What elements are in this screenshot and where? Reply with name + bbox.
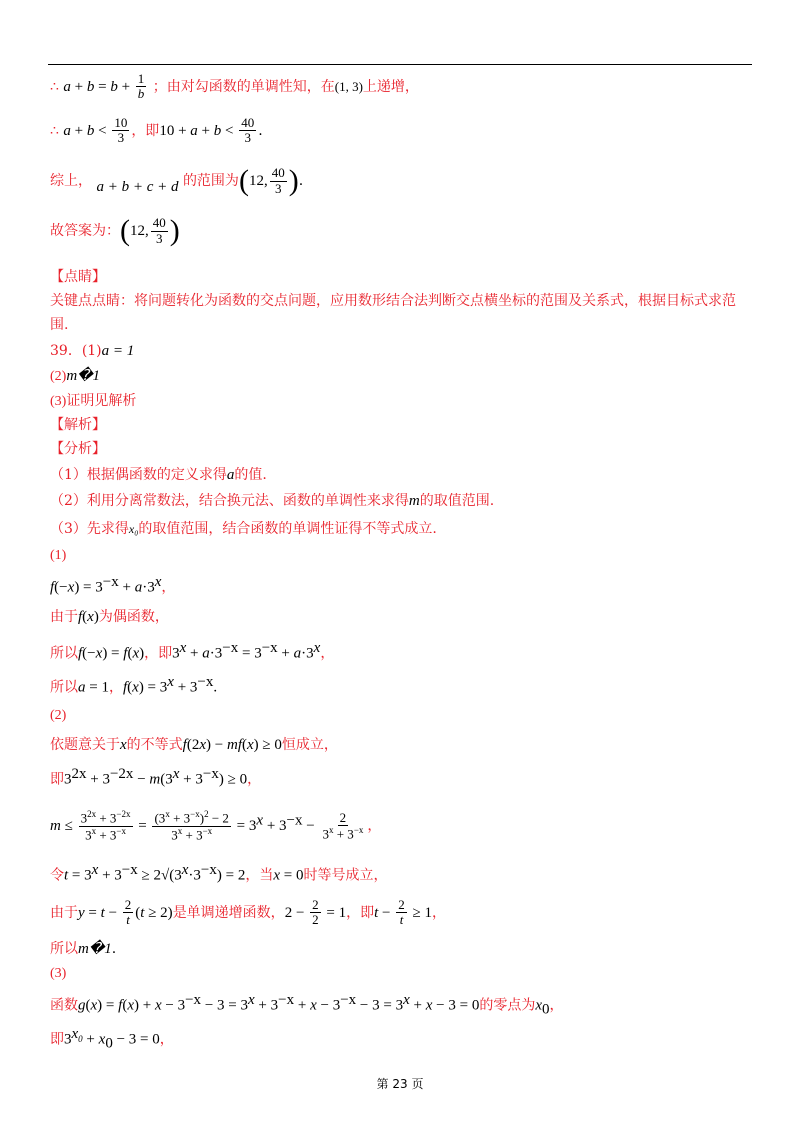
line-text: 为偶函数， xyxy=(98,609,169,625)
variable: m xyxy=(408,493,420,509)
line-text: ，即 xyxy=(346,904,375,921)
variable: x₀ xyxy=(128,522,139,536)
text-line: 综上， a + b + c + d 的范围为(12, $\frac{40}{3}$ ). xyxy=(50,164,304,197)
line-text: 即 xyxy=(50,771,64,788)
text-line: ∴ a + b = b + $\frac{1}{b}$ ；由对勾函数的单调性知，在(1, 3)上递增， xyxy=(50,71,419,102)
line-text: （2）利用分离常数法，结合换元法、函数的单调性来求得 xyxy=(50,493,409,509)
text-line: 故答案为：(12, $\frac{40}{3}$ ) xyxy=(50,214,180,247)
line-text: . xyxy=(298,173,304,189)
heading-fenxi: 【分析】 xyxy=(50,441,106,457)
line-text: 是单调递增函数， xyxy=(172,904,285,921)
line-text: 由于 xyxy=(50,904,78,921)
math-line: 所以a = 1，$f(x) = 3^x + 3^{-x}$. xyxy=(50,674,218,696)
math-line: 所以f(−x) = f(x)，即$3^x + a\cdot 3^{-x} = 3^{-x} + a\cdot 3^x$， xyxy=(50,640,335,662)
expression: m�1 xyxy=(66,368,101,384)
line-text: 所以 xyxy=(50,645,78,662)
line-text: . xyxy=(258,122,263,139)
top-rule xyxy=(48,64,752,65)
line-text: 故答案为： xyxy=(50,223,120,239)
fraction: $\frac{2}{2}$ xyxy=(312,897,319,928)
line-text: （3）先求得 xyxy=(50,521,129,537)
line-text: 的取值范围. xyxy=(419,493,495,509)
math-line: 即$3^{2x} + 3^{-2x} - m(3^x + 3^{-x}) \ge 0$， xyxy=(50,766,262,788)
line-text: 上递增， xyxy=(362,78,419,95)
line-text: . xyxy=(111,941,117,957)
line-text: ， xyxy=(108,679,123,696)
fraction: $\frac{1}{b}$ xyxy=(137,71,145,102)
fraction: $\frac{10}{3}$ xyxy=(114,115,128,146)
math-line: 依题意关于x的不等式f(2x) − mf(x) ≥ 0恒成立， xyxy=(50,737,338,753)
fraction: $\frac{3^{2x} + 3^{-2x}}{3^x + 3^{-x}}$ xyxy=(80,809,131,842)
analysis-line xyxy=(50,518,437,538)
line-text: 恒成立， xyxy=(281,737,338,753)
answer-line xyxy=(50,340,134,360)
line-text: 的范围为 xyxy=(182,173,239,189)
text-line: ∴ a + b < $\frac{10}{3}$ ，即10 + a + b < $\frac{40}{3}$ . xyxy=(50,115,263,146)
interval: (1, 3) xyxy=(334,78,363,94)
part-label: (2) xyxy=(50,369,67,384)
heading-jiexi: 【解析】 xyxy=(50,417,106,433)
page-number: 第 23 页 xyxy=(376,1077,424,1091)
line-text: 所以 xyxy=(50,679,78,696)
expression: a = 1 xyxy=(101,343,135,359)
fraction: $\frac{2}{t}$ xyxy=(398,897,405,928)
part-label: (2) xyxy=(50,708,67,723)
answer-line xyxy=(50,366,100,385)
line-text: ，即 xyxy=(131,122,160,139)
line-text: 综上， xyxy=(50,173,92,189)
fraction: $\frac{(3^x + 3^{-x})^2 - 2}{3^x + 3^{-x}}$ xyxy=(154,809,229,842)
line-text: 所以 xyxy=(50,941,78,957)
line-text: 令 xyxy=(50,867,64,884)
answer-line xyxy=(50,390,136,410)
therefore-symbol: ∴ xyxy=(50,122,59,139)
expression: m�1 xyxy=(78,941,112,957)
line-text: 的不等式 xyxy=(126,737,183,753)
math-line: 函数$g(x) = f(x) + x - 3^{-x} - 3 = 3^x + 3^{-x} + x - 3^{-x} - 3 = 3^x + x - 3 = 0$的零点为$x_0$， xyxy=(50,992,564,1018)
math-line: 由于f(x)为偶函数， xyxy=(50,609,169,625)
line-text: ，即 xyxy=(144,645,173,662)
math-line: 令$t = 3^x + 3^{-x} \ge 2√(3^x\cdot 3^{-x}) = 2$，当x = 0时等号成立， xyxy=(50,862,388,884)
math-line: m ≤ $\frac{3^{2x} + 3^{-2x}}{3^x + 3^{-x}}$ = $\frac{(3^x + 3^{-x})^2 - 2}{3^x + 3^{-x}}$ = $3^x + 3^{-x}$ − $\frac{2}{3^x + 3^{-x}}$ ， xyxy=(50,809,382,842)
paragraph-line: 围. xyxy=(50,317,69,333)
heading-dianjing: 【点睛】 xyxy=(50,269,106,285)
math-line: $f(-x) = 3^{-x} + a\cdot 3^x$， xyxy=(50,574,176,596)
fraction: $\frac{2}{t}$ xyxy=(124,897,132,928)
paragraph-line: 关键点点睛：将问题转化为函数的交点问题，应用数形结合法判断交点横坐标的范围及关系式，根据目标式求范 xyxy=(50,293,736,309)
analysis-line xyxy=(50,464,267,484)
fraction: $\frac{40}{3}$ xyxy=(241,115,255,146)
line-text: 函数 xyxy=(50,997,78,1014)
part-label: (3) xyxy=(50,394,67,409)
fraction: $\frac{40}{3}$ xyxy=(152,215,166,246)
therefore-symbol: ∴ xyxy=(50,78,59,95)
line-text: 的取值范围，结合函数的单调性证得不等式成立. xyxy=(138,521,437,537)
question-number: 39．(1) xyxy=(50,343,102,359)
part-label: (1) xyxy=(50,548,67,563)
fraction: $\frac{40}{3}$ xyxy=(271,165,285,196)
variable: a xyxy=(226,467,235,483)
line-text: 由于 xyxy=(50,609,78,625)
line-text: ；由对勾函数的单调性知，在 xyxy=(152,78,335,95)
math-line xyxy=(50,938,116,958)
line-text: 依题意关于 xyxy=(50,737,120,753)
math-line: 由于y = t − $\frac{2}{t}$ (t ≥ 2)是单调递增函数，2 − $\frac{2}{2}$ = 1，即t − $\frac{2}{t}$ ≥ 1， xyxy=(50,897,446,928)
line-text: 即 xyxy=(50,1031,64,1048)
line-text: ，当 xyxy=(245,867,274,884)
part-label: (3) xyxy=(50,966,67,981)
line-text: 证明见解析 xyxy=(66,393,137,409)
expression: a + b + c + d xyxy=(96,179,179,195)
line-text: （1）根据偶函数的定义求得 xyxy=(50,467,227,483)
math-line: 即$3^{x_0} + x_0 - 3 = 0$， xyxy=(50,1026,174,1052)
line-text: 时等号成立， xyxy=(303,867,388,884)
line-text: 的零点为 xyxy=(479,997,536,1014)
line-text: 的值. xyxy=(234,467,267,483)
fraction: $\frac{2}{3^x + 3^{-x}}$ xyxy=(322,809,364,842)
analysis-line xyxy=(50,490,494,510)
